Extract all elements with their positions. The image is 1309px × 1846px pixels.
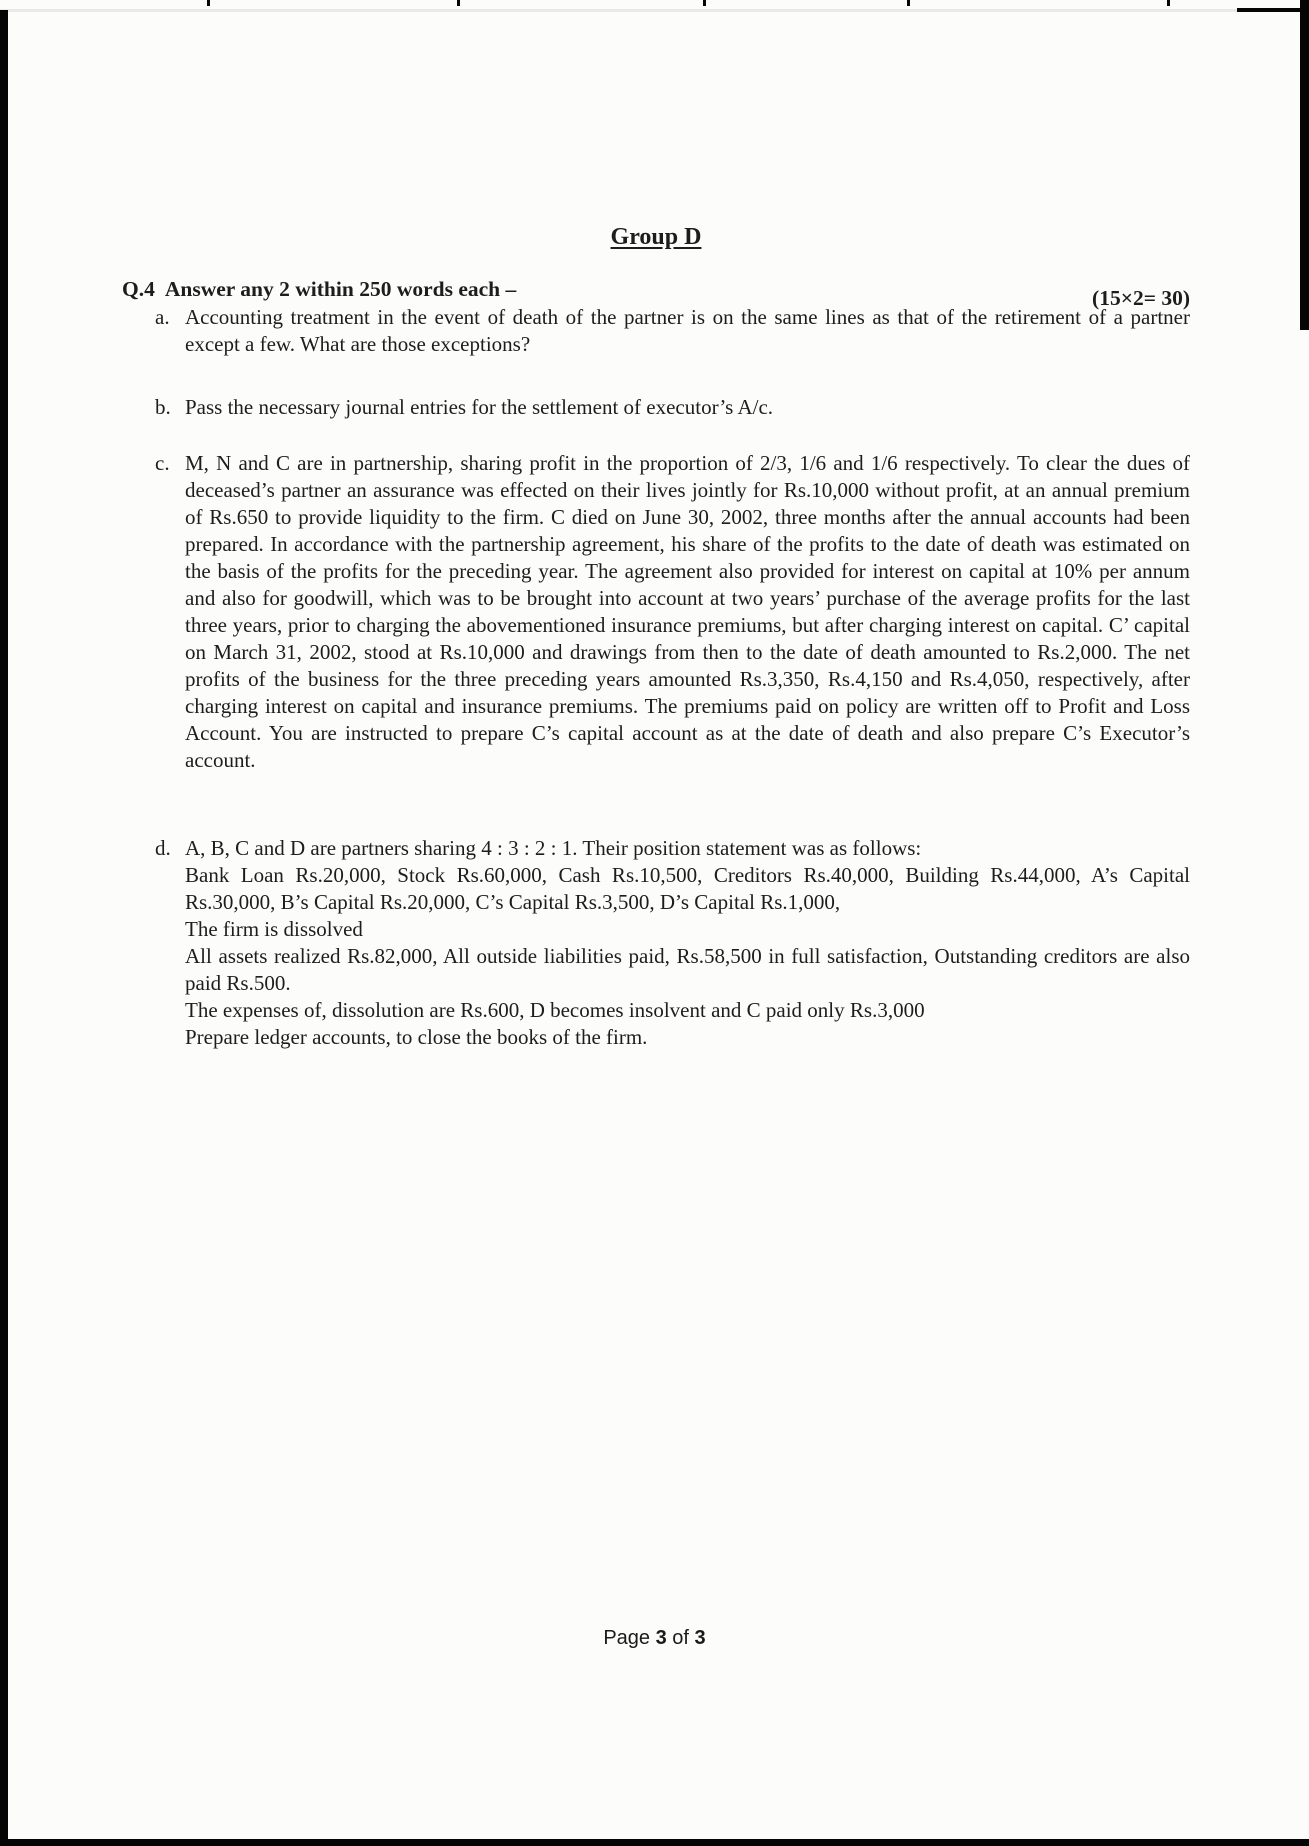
footer-of-word: of: [666, 1627, 695, 1649]
item-paragraph: Bank Loan Rs.20,000, Stock Rs.60,000, Cash Rs.10,500, Creditors Rs.40,000, Building Rs.44,000, A’s Capital Rs.30,000, B’s Capital Rs.20,000, C’s Capital Rs.3,500, D’s Capital Rs.1,000,: [185, 863, 1190, 914]
item-paragraph: A, B, C and D are partners sharing 4 : 3 : 2 : 1. Their position statement was as follows:: [185, 836, 922, 860]
scan-edge-bottom: [0, 1839, 1309, 1846]
scan-top-right-line: [1237, 8, 1309, 12]
question-prompt: Answer any 2 within 250 words each –: [164, 277, 517, 301]
footer-current-page: 3: [655, 1627, 667, 1649]
item-paragraph: Prepare ledger accounts, to close the books of the firm.: [185, 1025, 648, 1049]
item-paragraph: The firm is dissolved: [185, 917, 363, 941]
item-label: c.: [155, 451, 170, 475]
scan-tick-mark: [1167, 0, 1170, 6]
item-body: [185, 450, 1190, 774]
item-label: d.: [155, 836, 171, 860]
scan-edge-left: [0, 10, 8, 1846]
scan-tick-mark: [207, 0, 210, 6]
scan-tick-mark: [457, 0, 460, 6]
page-footer: [0, 1627, 1309, 1650]
scan-edge-right: [1300, 0, 1309, 330]
question-header: [122, 276, 1190, 310]
item-paragraph: Accounting treatment in the event of death of the partner is on the same lines as that of the retirement of a partner except a few. What are those exceptions?: [185, 305, 1190, 356]
item-body: [185, 835, 1190, 1051]
group-heading-text: Group D: [610, 224, 702, 250]
item-paragraph: The expenses of, dissolution are Rs.600, D becomes insolvent and C paid only Rs.3,000: [185, 998, 925, 1022]
footer-page-word: Page: [603, 1627, 656, 1649]
item-label: a.: [155, 305, 170, 329]
scan-top-faint-line: [0, 9, 1309, 12]
question-item-c: [122, 450, 1190, 774]
question-marks: (15×2= 30): [1092, 286, 1190, 310]
item-body: [185, 394, 1190, 421]
scan-tick-mark: [703, 0, 706, 6]
question-item-d: [122, 835, 1190, 1051]
group-heading: [122, 222, 1190, 252]
question-item-b: [122, 394, 1190, 421]
item-body: [185, 304, 1190, 358]
scan-tick-mark: [907, 0, 910, 6]
footer-total-pages: 3: [694, 1627, 706, 1649]
item-paragraph: Pass the necessary journal entries for the settlement of executor’s A/c.: [185, 395, 774, 419]
item-paragraph: M, N and C are in partnership, sharing profit in the proportion of 2/3, 1/6 and 1/6 respectively. To clear the dues of deceased’s partner an assurance was effected on their lives jointly for Rs.10,000 without profit, at an annual premium of Rs.650 to provide liquidity to the firm. C died on June 30, 2002, three months after the annual accounts had been prepared. In accordance with the partnership agreement, his share of the profits to the date of death was estimated on the basis of the profits for the preceding year. The agreement also provided for interest on capital at 10% per annum and also for goodwill, which was to be brought into account at two years’ purchase of the average profits for the last three years, prior to charging the abovementioned insurance premiums, but after charging interest on capital. C’ capital on March 31, 2002, stood at Rs.10,000 and drawings from then to the date of death amounted to Rs.2,000. The net profits of the business for the three preceding years amounted Rs.3,350, Rs.4,150 and Rs.4,050, respectively, after charging interest on capital and insurance premiums. The premiums paid on policy are written off to Profit and Loss Account. You are instructed to prepare C’s capital account as at the date of death and also prepare C’s Executor’s account.: [185, 451, 1190, 772]
item-paragraph: All assets realized Rs.82,000, All outside liabilities paid, Rs.58,500 in full satisfaction, Outstanding creditors are also paid Rs.500.: [185, 944, 1190, 995]
question-number: Q.4: [122, 277, 155, 301]
exam-page-content: [122, 222, 1190, 1051]
item-label: b.: [155, 395, 171, 419]
question-item-a: [122, 304, 1190, 358]
